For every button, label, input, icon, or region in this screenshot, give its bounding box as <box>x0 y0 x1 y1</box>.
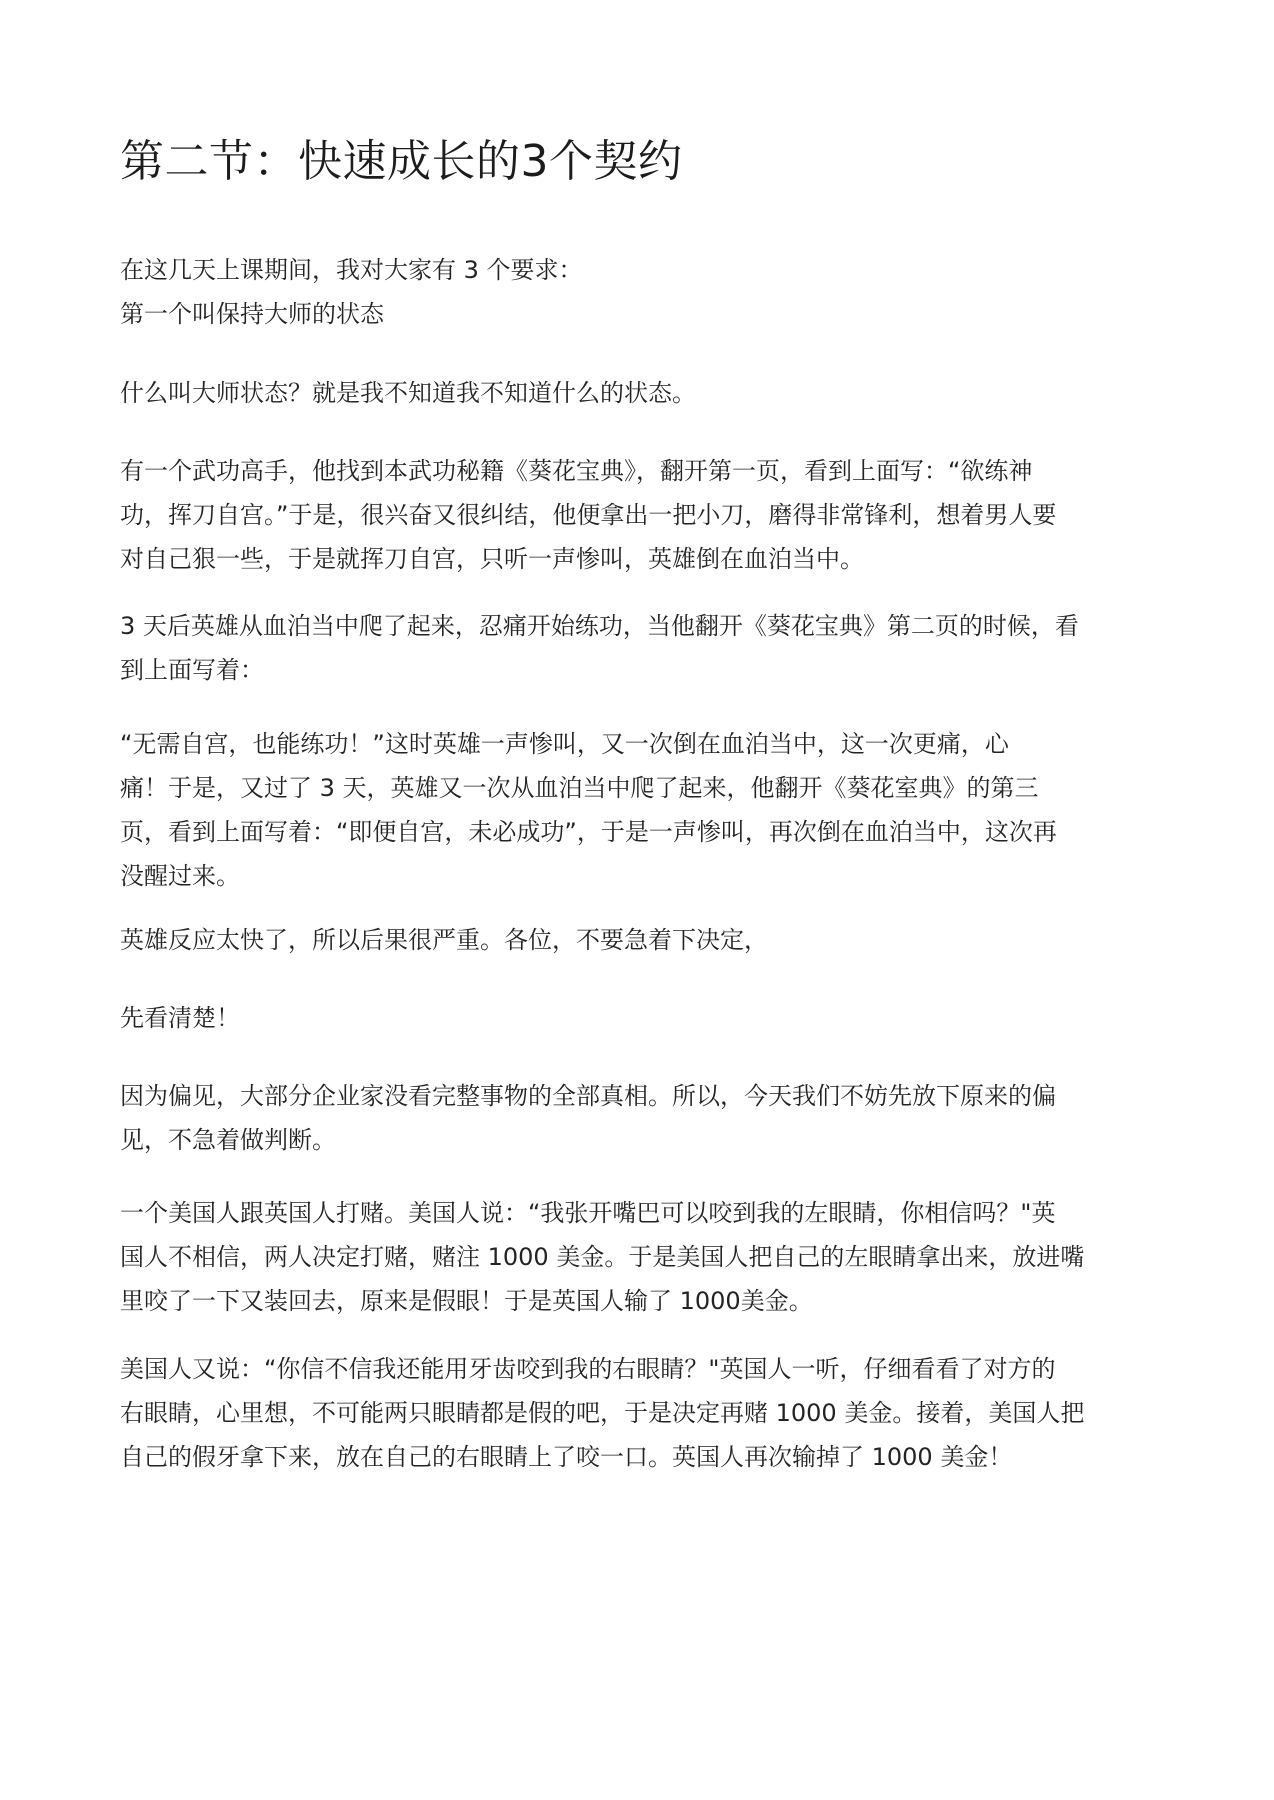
paragraph-line: 因为偏见，大部分企业家没看完整事物的全部真相。所以，今天我们不妨先放下原来的偏 <box>120 1082 1056 1110</box>
paragraph-bet-part-2 <box>120 1347 1084 1479</box>
paragraph-line: 英雄反应太快了，所以后果很严重。各位，不要急着下决定， <box>120 926 768 954</box>
paragraph-bet-part-1 <box>120 1191 1084 1323</box>
paragraph-line: 自己的假牙拿下来，放在自己的右眼睛上了咬一口。英国人再次输掉了 1000 美金！ <box>120 1443 1013 1471</box>
paragraph-line: 对自己狠一些，于是就挥刀自宫，只听一声惨叫，英雄倒在血泊当中。 <box>120 545 864 573</box>
paragraph-line: 功，挥刀自宫。”于是，很兴奋又很纠结，他便拿出一把小刀，磨得非常锋利，想着男人要 <box>120 501 1057 529</box>
paragraph-master-state <box>120 371 696 415</box>
paragraph-line: 页，看到上面写着：“即便自宫，未必成功”，于是一声惨叫，再次倒在血泊当中，这次再 <box>120 818 1057 846</box>
paragraph-line: 到上面写着： <box>120 656 264 684</box>
paragraph-story-part-1 <box>120 449 1056 581</box>
paragraph-line: 痛！于是，又过了 3 天，英雄又一次从血泊当中爬了起来，他翻开《葵花室典》的第三 <box>120 774 1039 802</box>
paragraph-line: 里咬了一下又装回去，原来是假眼！于是英国人输了 1000美金。 <box>120 1287 813 1315</box>
paragraph-line: 右眼睛，心里想，不可能两只眼睛都是假的吧，于是决定再赌 1000 美金。接着，美国人把 <box>120 1399 1085 1427</box>
paragraph-look-first <box>120 996 240 1040</box>
paragraph-story-part-2 <box>120 604 1079 692</box>
section-title: 第二节：快速成长的3个契约 <box>120 136 683 187</box>
paragraph-line: 没醒过来。 <box>120 862 240 890</box>
paragraph-line: 先看清楚！ <box>120 1004 240 1032</box>
paragraph-first-requirement <box>120 292 384 336</box>
paragraph-line: 第一个叫保持大师的状态 <box>120 300 384 328</box>
paragraph-line: 美国人又说：“你信不信我还能用牙齿咬到我的右眼睛？"英国人一听，仔细看看了对方的 <box>120 1355 1056 1383</box>
paragraph-line: 3 天后英雄从血泊当中爬了起来，忍痛开始练功，当他翻开《葵花宝典》第二页的时候，看 <box>120 612 1079 640</box>
paragraph-line: 在这几天上课期间，我对大家有 3 个要求： <box>120 256 583 284</box>
paragraph-requirements-intro <box>120 248 583 292</box>
paragraph-line: 见，不急着做判断。 <box>120 1126 336 1154</box>
paragraph-line: 国人不相信，两人决定打赌，赌注 1000 美金。于是美国人把自己的左眼睛拿出来，放进嘴 <box>120 1243 1085 1271</box>
paragraph-story-moral <box>120 918 768 962</box>
paragraph-story-part-3 <box>120 722 1057 898</box>
paragraph-line: 一个美国人跟英国人打赌。美国人说：“我张开嘴巴可以咬到我的左眼睛，你相信吗？"英 <box>120 1199 1056 1227</box>
paragraph-line: 有一个武功高手，他找到本武功秘籍《葵花宝典》，翻开第一页，看到上面写：“欲练神 <box>120 457 1033 485</box>
paragraph-prejudice <box>120 1074 1056 1162</box>
paragraph-line: 什么叫大师状态？就是我不知道我不知道什么的状态。 <box>120 379 696 407</box>
paragraph-line: “无需自宫，也能练功！”这时英雄一声惨叫，又一次倒在血泊当中，这一次更痛，心 <box>120 730 1009 758</box>
